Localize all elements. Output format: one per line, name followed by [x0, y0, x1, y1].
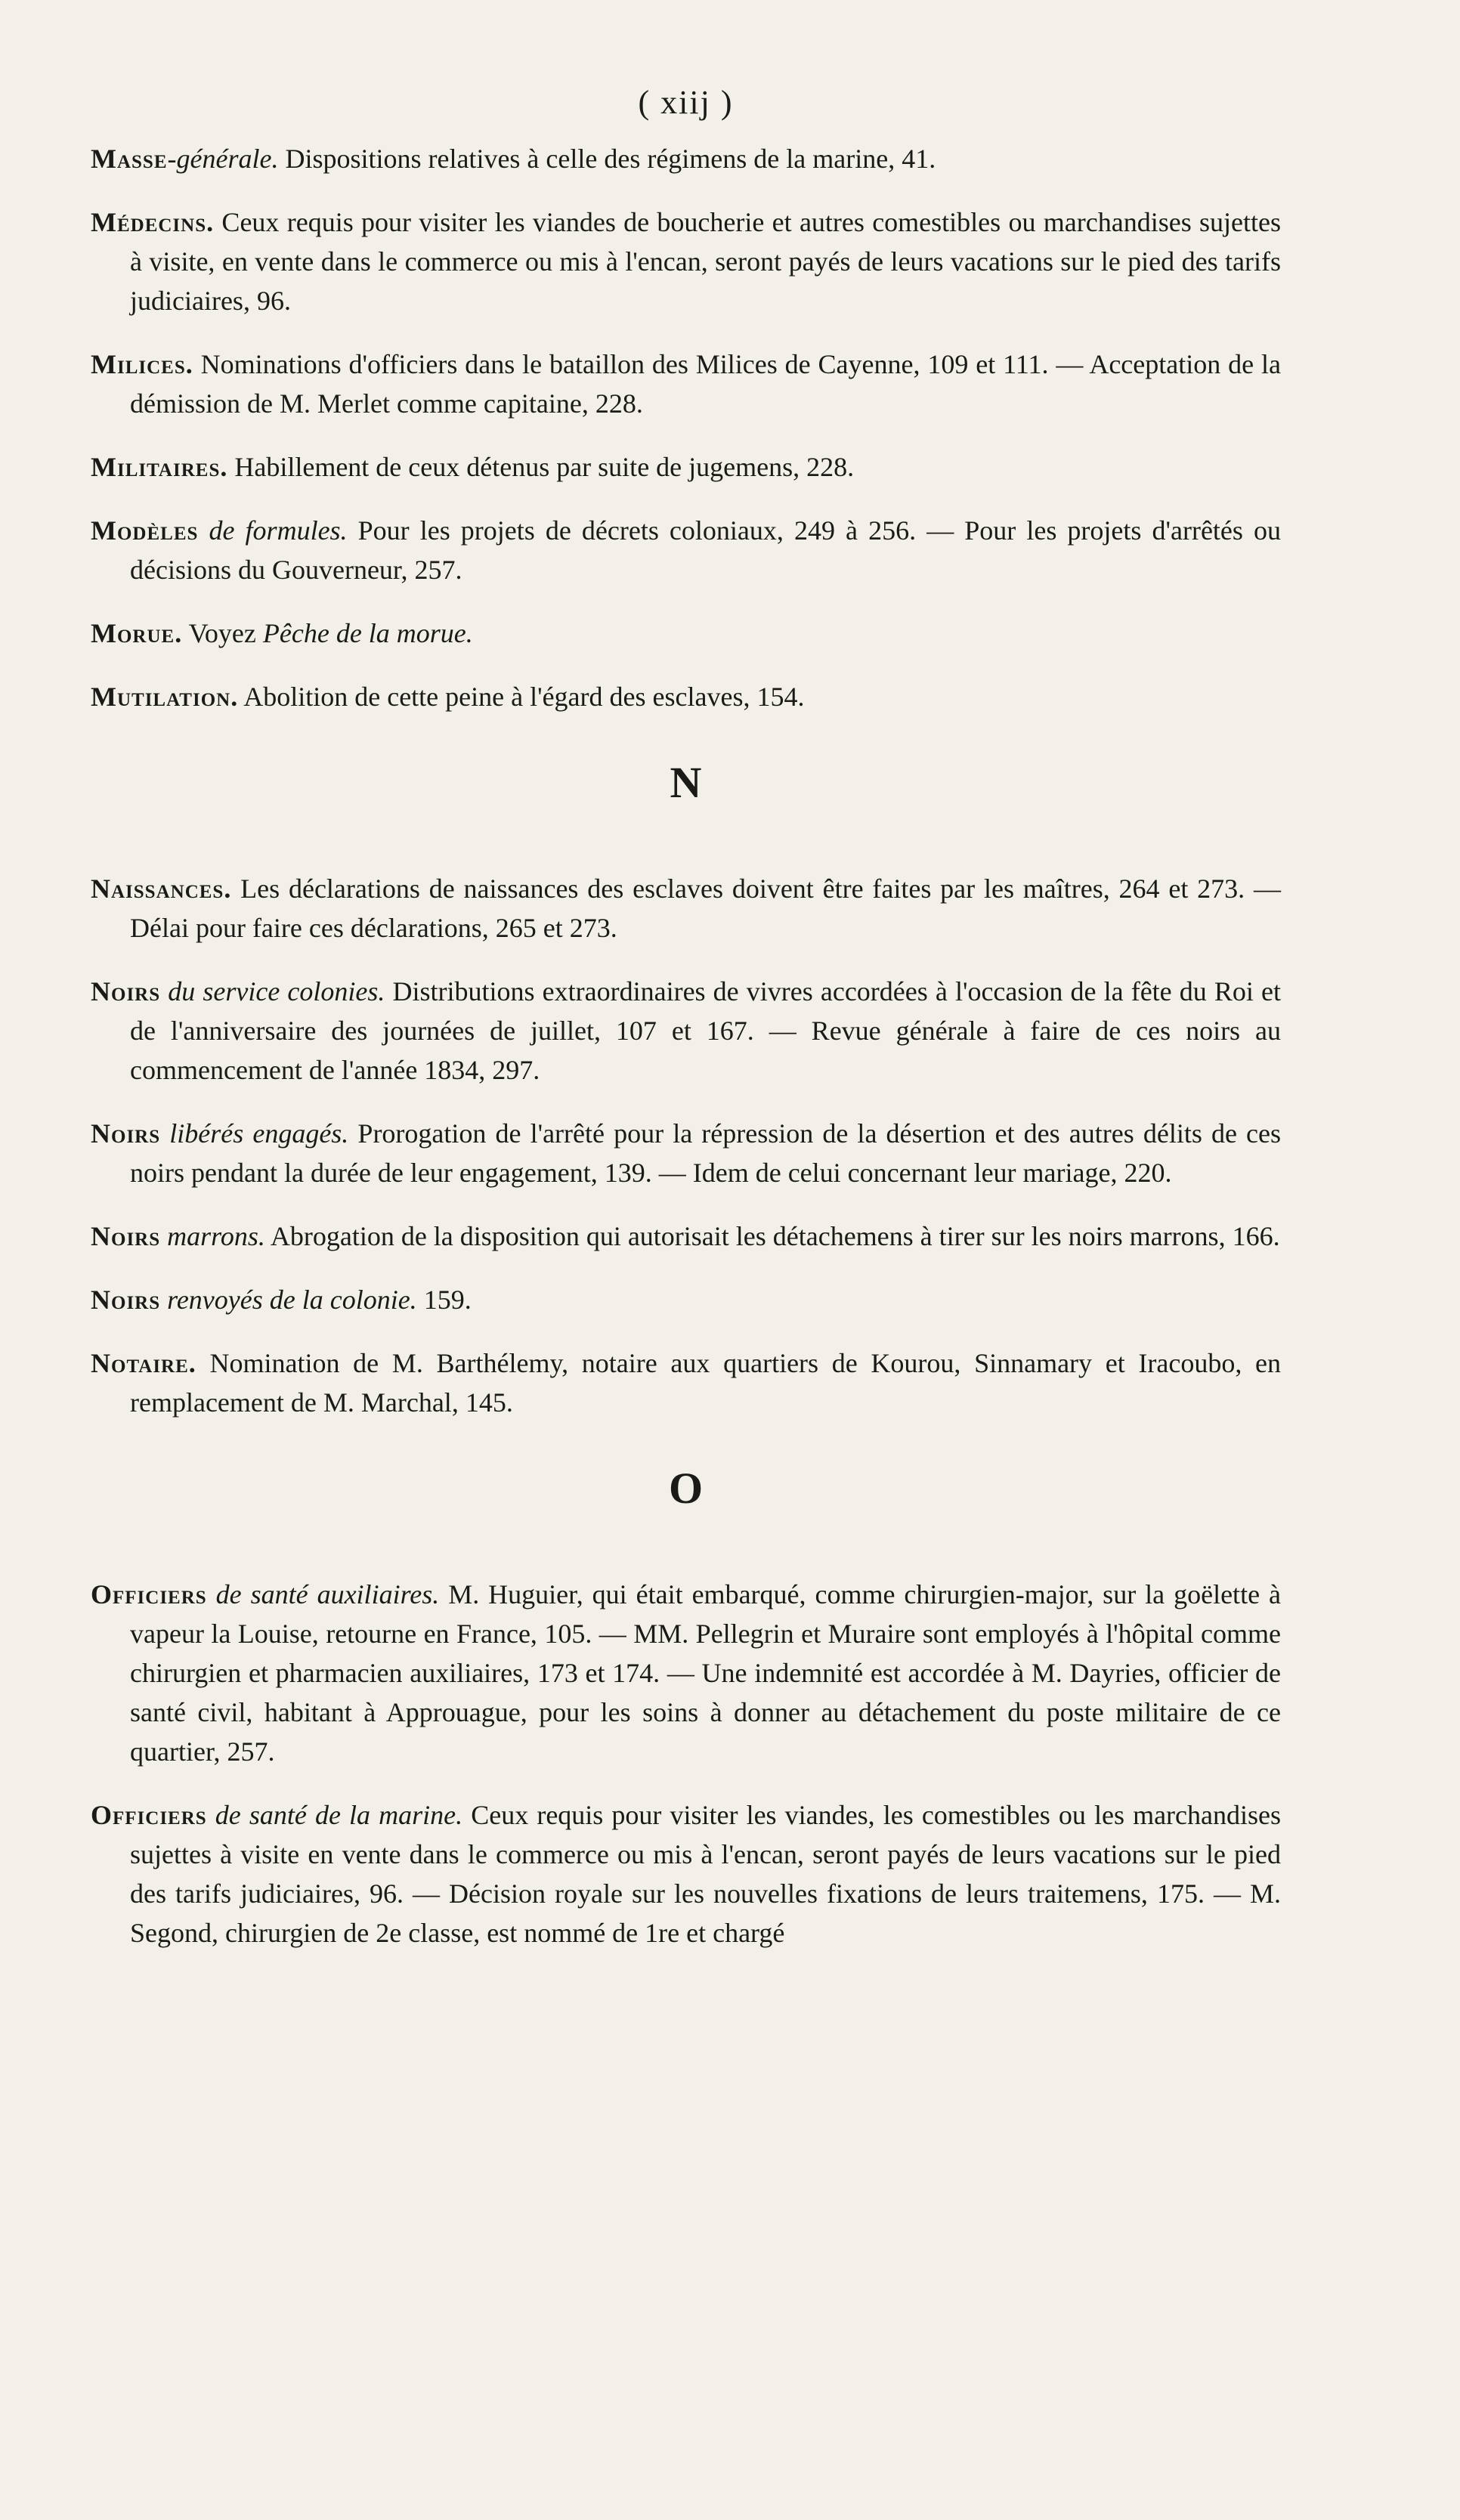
index-entry: [91, 1217, 1281, 1256]
entry-subheading: libérés engagés.: [160, 1118, 349, 1149]
index-entry: [91, 1114, 1281, 1192]
entry-text: Habillement de ceux détenus par suite de jugemens, 228.: [227, 452, 855, 482]
entry-text: Ceux requis pour visiter les viandes de boucherie et autres comestibles ou marchandises sujettes à visite, en vente dans le commerce ou mis à l'encan, seront payés de leurs vacations sur le pied des tarifs judiciaires, 96.: [130, 207, 1281, 316]
entry-heading: Officiers: [91, 1800, 207, 1830]
entry-subheading: de formules.: [198, 515, 348, 546]
index-entry: [91, 869, 1281, 948]
entry-text: Pour les projets de décrets coloniaux, 249 à 256. — Pour les projets d'arrêtés ou décisions du Gouverneur, 257.: [130, 515, 1281, 585]
entry-heading: Médecins.: [91, 207, 215, 237]
index-entry: [91, 1343, 1281, 1422]
entry-text: Les déclarations de naissances des esclaves doivent être faites par les maîtres, 264 et 273. — Délai pour faire ces déclarations, 265 et 273.: [130, 873, 1281, 943]
index-entry: [91, 1795, 1281, 1953]
entry-heading: Morue.: [91, 618, 183, 648]
entry-subheading: marrons.: [160, 1221, 265, 1251]
entry-heading: Mutilation.: [91, 682, 239, 712]
entry-heading: Noirs: [91, 976, 161, 1006]
entry-text: Dispositions relatives à celle des régimens de la marine, 41.: [278, 144, 936, 174]
section-letter: N: [670, 758, 702, 807]
entry-heading: Noirs: [91, 1221, 161, 1251]
entry-text: Prorogation de l'arrêté pour la répression de la désertion et des autres délits de ces noirs pendant la durée de leur engagement, 139. — Idem de celui concernant leur mariage, 220.: [130, 1118, 1281, 1188]
entry-text: Ceux requis pour visiter les viandes, les comestibles ou les marchandises sujettes à visite en vente dans le commerce ou mis à l'encan, seront payés de leurs vacations sur le pied des tarifs judiciaires, 96. — Décision royale sur les nouvelles fixations de leurs traitemens, 175. — M. Segond, chirurgien de 2e classe, est nommé de 1re et chargé: [130, 1800, 1281, 1948]
index-entry: [91, 447, 1281, 487]
entry-subheading: du service colonies.: [160, 976, 385, 1006]
entry-heading: Officiers: [91, 1579, 207, 1609]
entry-text: Abrogation de la disposition qui autorisait les détachemens à tirer sur les noirs marrons, 166.: [264, 1221, 1280, 1251]
index-content: [91, 139, 1281, 1953]
index-page: [91, 83, 1281, 1977]
page-number: ( xiij ): [638, 84, 734, 121]
entry-subheading: de santé auxiliaires.: [206, 1579, 440, 1609]
index-entry: [91, 1280, 1281, 1319]
entry-text: Nominations d'officiers dans le bataillon des Milices de Cayenne, 109 et 111. — Acceptation de la démission de M. Merlet comme capitaine, 228.: [130, 349, 1281, 419]
entry-text: Voyez: [182, 618, 263, 648]
entry-cross-reference: Pêche de la morue.: [262, 618, 473, 648]
index-entry: [91, 345, 1281, 423]
entry-heading: Milices.: [91, 349, 193, 379]
entry-heading: Noirs: [91, 1118, 161, 1149]
entry-heading: Modèles: [91, 515, 199, 546]
entry-text: Distributions extraordinaires de vivres accordées à l'occasion de la fête du Roi et de l'anniversaire des journées de juillet, 107 et 167. — Revue générale à faire de ces noirs au commencement de l'année 1834, 297.: [130, 976, 1282, 1085]
section-letter: O: [668, 1464, 704, 1513]
index-entry: [91, 511, 1281, 589]
entry-heading: Noirs: [91, 1285, 161, 1315]
entry-heading: Notaire.: [91, 1348, 196, 1378]
entry-subheading: renvoyés de la colonie.: [160, 1285, 417, 1315]
entry-heading: Militaires.: [91, 452, 228, 482]
index-entry: [91, 614, 1281, 653]
entry-subheading: de santé de la marine.: [206, 1800, 463, 1830]
entry-text: M. Huguier, qui était embarqué, comme chirurgien-major, sur la goëlette à vapeur la Louise, retourne en France, 105. — MM. Pellegrin et Muraire sont employés à l'hôpital comme chirurgien et pharmacien auxiliaires, 173 et 174. — Une indemnité est accordée à M. Dayries, officier de santé civil, habitant à Approuague, pour les soins à donner au détachement du poste militaire de ce quartier, 257.: [130, 1579, 1281, 1767]
index-entry: [91, 203, 1281, 320]
index-entry: [91, 1575, 1281, 1771]
entry-heading: Naissances.: [91, 873, 232, 904]
entry-text: Abolition de cette peine à l'égard des esclaves, 154.: [238, 682, 805, 712]
entry-text: Nomination de M. Barthélemy, notaire aux quartiers de Kourou, Sinnamary et Iracoubo, en remplacement de M. Marchal, 145.: [130, 1348, 1281, 1418]
entry-text: 159.: [416, 1285, 472, 1315]
index-entry: [91, 972, 1281, 1090]
entry-subheading: -générale.: [167, 144, 279, 174]
entry-heading: Masse: [91, 144, 168, 174]
index-entry: [91, 139, 1281, 178]
index-entry: [91, 677, 1281, 716]
